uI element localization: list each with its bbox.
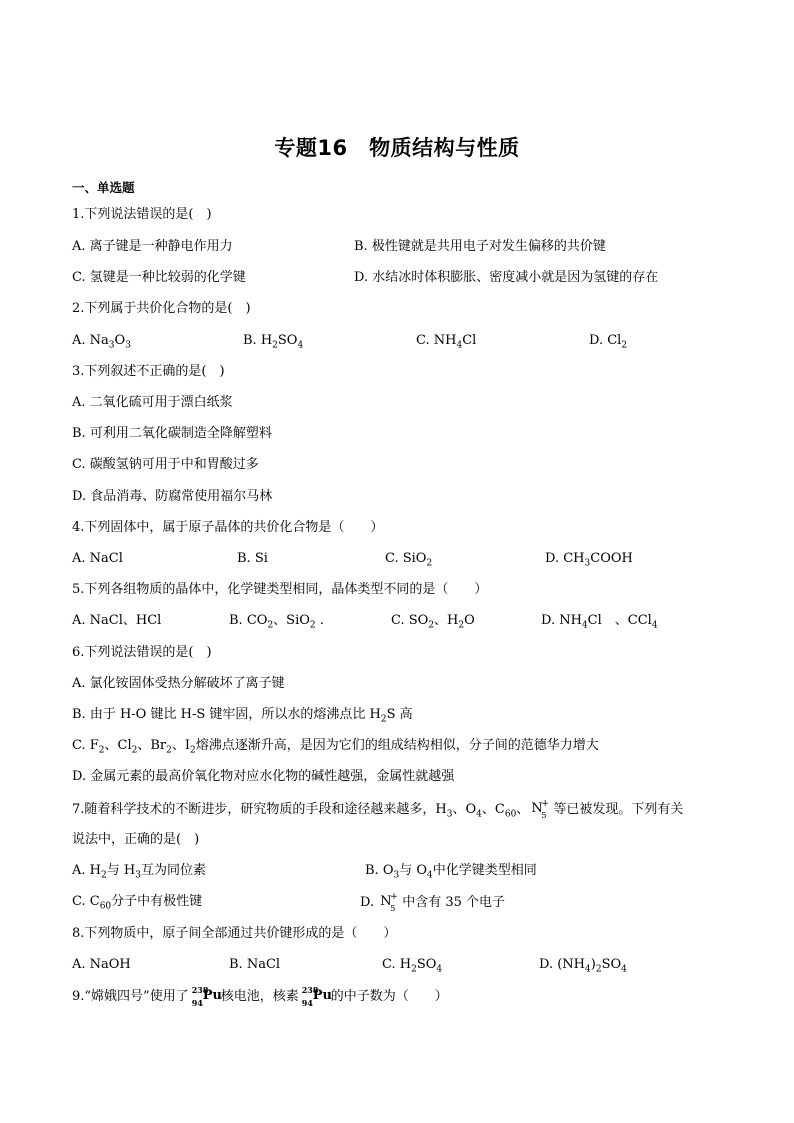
q2-option-d: D. $Cl_2$ (589, 333, 628, 351)
q8-option-a: A. NaOH (72, 957, 131, 972)
page-title: 专题16 物质结构与性质 (274, 136, 520, 160)
question-6-stem: 6.下列说法错误的是( ) (72, 645, 212, 660)
q4-option-c: C. SiO$_2$ (385, 551, 433, 569)
question-7-stem: 7.随着科学技术的不断进步，研究物质的手段和途径越来越多，$H_3$、$O_4$、$C_{60}$、 N 5 + 等已被发现。下列有关 (72, 799, 684, 820)
q2-option-a: A. $Na_3O_3$ (72, 333, 131, 351)
question-7-stem-cont: 说法中，正确的是( ) (72, 832, 200, 847)
q3-option-a: A. 二氧化硫可用于漂白纸浆 (72, 395, 233, 410)
q1-option-b: B. 极性键就是共用电子对发生偏移的共价键 (354, 239, 606, 254)
q5-option-d: D. $NH_4Cl$ 、CCl$_4$ (541, 613, 658, 631)
question-5-stem: 5.下列各组物质的晶体中，化学键类型相同，晶体类型不同的是（ ） (72, 582, 488, 597)
n5-cation-formula: N 5 + (531, 799, 549, 820)
question-8-stem: 8.下列物质中，原子间全部通过共价键形成的是（ ） (72, 926, 397, 941)
q1-option-c: C. 氢键是一种比较弱的化学键 (72, 270, 246, 285)
section-heading: 一、单选题 (72, 180, 135, 195)
question-4-stem: 4.下列固体中，属于原子晶体的共价化合物是（ ） (72, 520, 384, 535)
q7-option-a: A. $H_2$与 $H_3$互为同位素 (72, 863, 206, 881)
q4-option-b: B. Si (237, 551, 268, 566)
question-1-stem: 1.下列说法错误的是( ) (72, 207, 212, 222)
q6-option-b: B. 由于 H-O 键比 H-S 键牢固，所以水的熔沸点比 $H_2S$ 高 (72, 707, 413, 725)
question-2-stem: 2.下列属于共价化合物的是( ) (72, 301, 251, 316)
q1-option-a: A. 离子键是一种静电作用力 (72, 239, 233, 254)
q6-option-d: D. 金属元素的最高价氧化物对应水化物的碱性越强，金属性就越强 (72, 769, 455, 784)
q8-option-d: D. $(NH_4)_2SO_4$ (539, 957, 627, 975)
q7-option-b: B. $O_3$与 $O_4$中化学键类型相同 (365, 863, 537, 881)
pu238-nuclide-symbol: 238 94 Pu (301, 985, 332, 1008)
q4-option-a: A. NaCl (72, 551, 123, 566)
q3-option-b: B. 可利用二氧化碳制造全降解塑料 (72, 426, 272, 441)
q7-option-c: C. $C_{60}$分子中有极性键 (72, 894, 203, 912)
q7-option-d: D. N 5 + 中含有 35 个电子 (360, 892, 506, 913)
question-3-stem: 3.下列叙述不正确的是( ) (72, 364, 225, 379)
question-9-stem: 9.“嫦娥四号”使用了 238 94 Pu 核电池，核素 238 94 Pu 的中子数为（ ） (72, 985, 448, 1008)
q4-option-d: D. $CH_3COOH$ (545, 551, 633, 569)
q2-option-b: B. $H_2SO_4$ (243, 333, 304, 351)
pu238-nuclide-symbol: 238 94 Pu (191, 985, 222, 1008)
q8-option-c: C. $H_2SO_4$ (382, 957, 443, 975)
q6-option-c: C. $F_2$、$Cl_2$、$Br_2$、$I_2$熔沸点逐渐升高，是因为它们的组成结构相似，分子间的范德华力增大 (72, 738, 599, 756)
q3-option-d: D. 食品消毒、防腐常使用福尔马林 (72, 489, 273, 504)
q5-option-b: B. $CO_2$、SiO$_2$ . (229, 613, 324, 631)
n5-cation-formula: N 5 + (380, 892, 398, 913)
q5-option-a: A. NaCl、HCl (72, 613, 162, 628)
q2-option-c: C. $NH_4Cl$ (416, 333, 477, 351)
q6-option-a: A. 氯化铵固体受热分解破坏了离子键 (72, 676, 285, 691)
q1-option-d: D. 水结冰时体积膨胀、密度减小就是因为氢键的存在 (354, 270, 659, 285)
q5-option-c: C. $SO_2$、$H_2O$ (391, 613, 475, 631)
q3-option-c: C. 碳酸氢钠可用于中和胃酸过多 (72, 457, 259, 472)
q8-option-b: B. NaCl (229, 957, 281, 972)
